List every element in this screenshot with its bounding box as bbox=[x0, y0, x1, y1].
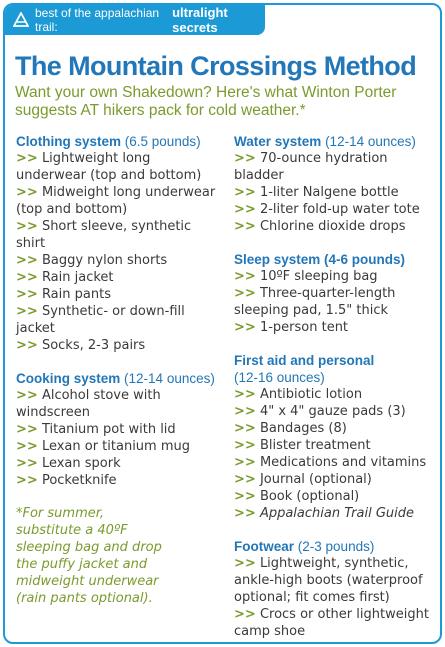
series-name: best of the appalachian trail: bbox=[35, 6, 160, 34]
list-item: >> 1-person tent bbox=[234, 320, 349, 335]
trail-logo-icon bbox=[13, 11, 29, 29]
list-item: >> 10ºF sleeping bag bbox=[234, 269, 378, 284]
first-aid-group bbox=[234, 352, 439, 522]
list-item: >> Blister treatment bbox=[234, 438, 371, 453]
list-item: >> Bandages (8) bbox=[234, 421, 347, 436]
list-item: >> 1-liter Nalgene bottle bbox=[234, 185, 399, 200]
footnote: *For summer, substitute a 40ºF sleeping bag and drop the puffy jacket and midweight underwear (rain pants optional). bbox=[16, 506, 162, 606]
list-item: >> Socks, 2-3 pairs bbox=[16, 338, 146, 353]
water-group bbox=[234, 133, 439, 235]
group-heading: Clothing system (6.5 pounds) bbox=[16, 134, 201, 149]
series-banner bbox=[5, 5, 265, 35]
group-heading: Cooking system (12-14 ounces) bbox=[16, 371, 215, 386]
list-item: >> 70-ounce hydration bladder bbox=[234, 151, 388, 183]
list-item: >> 2-liter fold-up water tote bbox=[234, 202, 420, 217]
list-item: >> Chlorine dioxide drops bbox=[234, 219, 406, 234]
group-heading: Water system (12-14 ounces) bbox=[234, 134, 416, 149]
list-item: >> Three-quarter-length sleeping pad, 1.5" thick bbox=[234, 286, 396, 318]
list-item: >> Lexan or titanium mug bbox=[16, 439, 190, 454]
list-item: >> Baggy nylon shorts bbox=[16, 253, 168, 268]
list-item: >> Lexan spork bbox=[16, 456, 121, 471]
list-item: >> Rain jacket bbox=[16, 270, 114, 285]
list-item: >> Antibiotic lotion bbox=[234, 387, 363, 402]
clothing-group bbox=[16, 133, 221, 354]
left-column bbox=[16, 133, 221, 607]
group-heading: Sleep system (4-6 pounds) bbox=[234, 252, 406, 267]
list-item: >> Pocketknife bbox=[16, 473, 117, 488]
list-item: >> Titanium pot with lid bbox=[16, 422, 176, 437]
subtitle: Want your own Shakedown? Here's what Winton Porter suggests AT hikers pack for cold weather.* bbox=[15, 84, 397, 119]
list-item: >> Medications and vitamins bbox=[234, 455, 427, 470]
list-item: >> Journal (optional) bbox=[234, 472, 372, 487]
group-heading: First aid and personal bbox=[234, 353, 375, 368]
list-item: >> Appalachian Trail Guide bbox=[234, 506, 414, 521]
footwear-group bbox=[234, 538, 439, 640]
right-column bbox=[234, 133, 439, 644]
cooking-group bbox=[16, 370, 221, 489]
list-item: >> Midweight long underwear (top and bottom) bbox=[16, 185, 216, 217]
list-item: >> Book (optional) bbox=[234, 489, 360, 504]
list-item: >> Crocs or other lightweight camp shoe bbox=[234, 607, 429, 639]
list-item: >> Lightweight long underwear (top and bottom) bbox=[16, 151, 202, 183]
article-box bbox=[3, 3, 442, 644]
group-amount: (12-16 ounces) bbox=[234, 370, 325, 385]
list-item: >> 4" x 4" gauze pads (3) bbox=[234, 404, 406, 419]
list-item: >> Short sleeve, synthetic shirt bbox=[16, 219, 192, 251]
list-item: >> Synthetic- or down-fill jacket bbox=[16, 304, 185, 336]
list-item: >> Lightweight, synthetic, ankle-high boots (waterproof optional; fit comes first) bbox=[234, 556, 423, 605]
list-item: >> Rain pants bbox=[16, 287, 111, 302]
group-heading: Footwear (2-3 pounds) bbox=[234, 539, 375, 554]
page-title: The Mountain Crossings Method bbox=[15, 51, 417, 81]
sleep-group bbox=[234, 251, 439, 336]
series-section: ultralight secrets bbox=[172, 5, 228, 35]
list-item: >> Alcohol stove with windscreen bbox=[16, 388, 161, 420]
